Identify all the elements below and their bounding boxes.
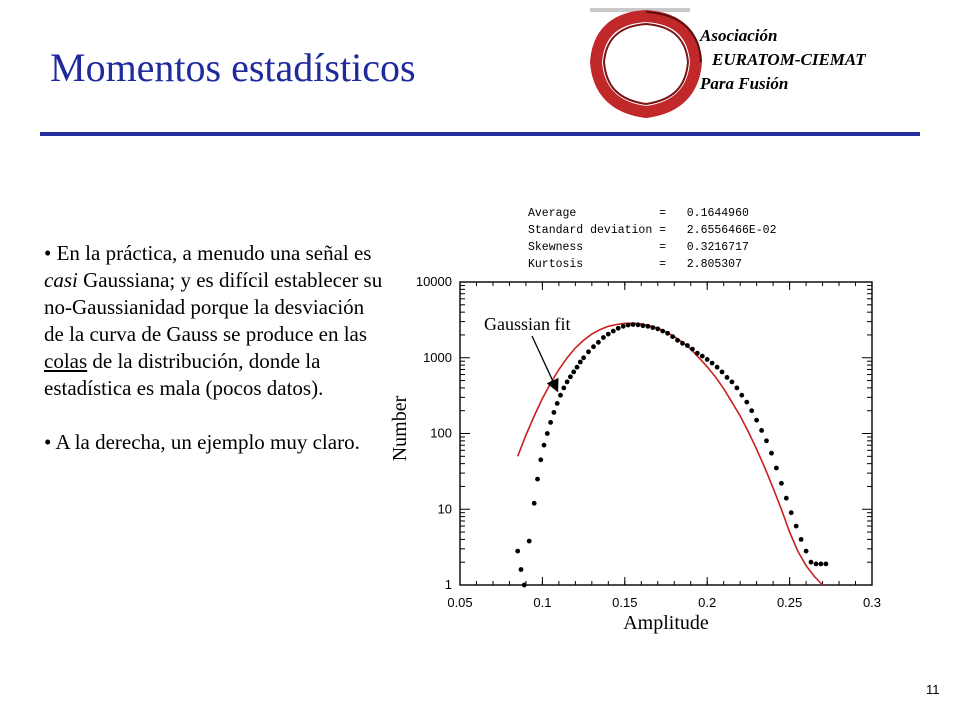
data-point: [739, 393, 744, 398]
data-point: [725, 375, 730, 380]
stats-label-average: Average: [528, 207, 577, 220]
bullet-2: • A la derecha, un ejemplo muy claro.: [44, 430, 360, 454]
data-point: [558, 393, 563, 398]
x-axis-label: Amplitude: [623, 612, 709, 634]
data-point: [555, 401, 560, 406]
data-point: [621, 324, 626, 329]
data-point: [670, 334, 675, 339]
bullet-1: [44, 240, 384, 402]
data-point: [542, 443, 547, 448]
data-point: [779, 481, 784, 486]
data-point: [522, 583, 527, 588]
data-point: [646, 324, 651, 329]
x-tick-label: 0.25: [776, 595, 803, 610]
data-point: [794, 524, 799, 529]
data-point: [575, 365, 580, 370]
data-point: [809, 560, 814, 565]
bullet-1-part-2: Gaussiana; y es difícil establecer su no-Gaussianidad porque la desviación de la curva de Gauss se produce en las: [44, 268, 383, 346]
y-tick-label: 10: [437, 501, 452, 517]
y-tick-label: 10000: [415, 274, 452, 289]
data-point: [799, 537, 804, 542]
data-point: [710, 361, 715, 366]
stats-row-average: [528, 205, 776, 222]
data-point: [591, 344, 596, 349]
y-tick-label: 1: [444, 577, 452, 592]
data-point: [545, 431, 550, 436]
x-tick-label: 0.05: [447, 595, 473, 610]
y-tick-label: 1000: [423, 349, 452, 365]
title-divider: [40, 132, 920, 136]
stats-row-sd: [528, 222, 776, 239]
chart-svg: [380, 270, 890, 645]
bullet-marker: •: [44, 241, 57, 265]
data-point: [759, 428, 764, 433]
stats-eq: =: [659, 258, 667, 271]
y-tick-label: 100: [430, 425, 452, 441]
annotation-gaussian-fit: Gaussian fit: [484, 314, 571, 334]
stats-value-sd: 2.6556466E-02: [686, 224, 777, 237]
data-point: [650, 325, 655, 330]
data-point: [695, 351, 700, 356]
data-point: [532, 501, 537, 506]
data-point: [700, 354, 705, 359]
page-number: 11: [926, 682, 940, 697]
x-tick-label: 0.15: [612, 595, 638, 610]
data-point: [515, 549, 520, 554]
data-point: [636, 322, 641, 327]
bullet-1-part-3: de la distribución, donde la estadística es mala (pocos datos).: [44, 349, 324, 400]
stats-label-kurtosis: Kurtosis: [528, 258, 584, 271]
y-axis-label: Number: [389, 395, 411, 462]
data-point: [641, 323, 646, 328]
data-point: [548, 420, 553, 425]
data-point: [586, 349, 591, 354]
data-point: [581, 355, 586, 360]
data-point: [715, 365, 720, 370]
data-point: [611, 329, 616, 334]
data-point: [824, 562, 829, 567]
data-point: [665, 331, 670, 336]
data-point: [519, 567, 524, 572]
org-line-1: Asociación: [700, 26, 778, 45]
data-point: [660, 329, 665, 334]
data-point: [568, 374, 573, 379]
data-point: [578, 360, 583, 365]
data-point: [685, 343, 690, 348]
logo-emblem: [588, 6, 704, 118]
stats-box: [528, 205, 776, 273]
data-point: [764, 438, 769, 443]
logo-ring: [596, 16, 696, 112]
data-point: [527, 539, 532, 544]
data-point: [675, 338, 680, 343]
x-tick-label: 0.1: [533, 595, 552, 610]
stats-eq: =: [659, 224, 667, 237]
data-point: [680, 341, 685, 346]
data-point: [631, 322, 636, 327]
stats-value-kurtosis: 2.805307: [686, 258, 742, 271]
data-point: [735, 386, 740, 391]
bullet-1-underlined: colas: [44, 349, 88, 373]
data-point: [535, 477, 540, 482]
stats-value-average: 0.1644960: [686, 207, 749, 220]
slide-title: Momentos estadísticos: [50, 45, 416, 90]
org-line-2: EURATOM-CIEMAT: [712, 50, 866, 69]
organization-name: [700, 24, 866, 96]
stats-eq: =: [659, 241, 667, 254]
data-point: [804, 549, 809, 554]
data-point: [601, 335, 606, 340]
data-point: [690, 347, 695, 352]
histogram-chart: [380, 270, 890, 650]
data-point: [774, 466, 779, 471]
stats-label-sd: Standard deviation: [528, 224, 653, 237]
data-point: [655, 327, 660, 332]
data-point: [730, 380, 735, 385]
data-point: [720, 370, 725, 375]
data-point: [814, 562, 819, 567]
gaussian-fit-line: [518, 323, 823, 585]
data-point: [571, 370, 576, 375]
data-point: [749, 408, 754, 413]
data-point: [819, 562, 824, 567]
data-point: [616, 326, 621, 331]
data-point: [744, 400, 749, 405]
data-point: [754, 418, 759, 423]
body-text: [44, 240, 384, 456]
annotation-arrow: [532, 336, 557, 390]
data-point: [538, 457, 543, 462]
bullet-1-italic: casi: [44, 268, 78, 292]
data-point: [789, 510, 794, 515]
data-point: [769, 451, 774, 456]
data-point: [596, 340, 601, 345]
data-point: [561, 386, 566, 391]
data-point: [552, 410, 557, 415]
data-point: [705, 357, 710, 362]
stats-row-skewness: [528, 239, 776, 256]
x-tick-label: 0.3: [862, 595, 882, 610]
stats-value-skewness: 0.3216717: [686, 241, 749, 254]
x-tick-label: 0.2: [698, 595, 717, 610]
data-point: [565, 380, 570, 385]
stats-label-skewness: Skewness: [528, 241, 584, 254]
data-point: [784, 496, 789, 501]
org-line-3: Para Fusión: [700, 74, 789, 93]
data-point: [606, 332, 611, 337]
bullet-1-part-1: En la práctica, a menudo una señal es: [56, 241, 372, 265]
stats-eq: =: [659, 207, 667, 220]
data-point: [626, 323, 631, 328]
